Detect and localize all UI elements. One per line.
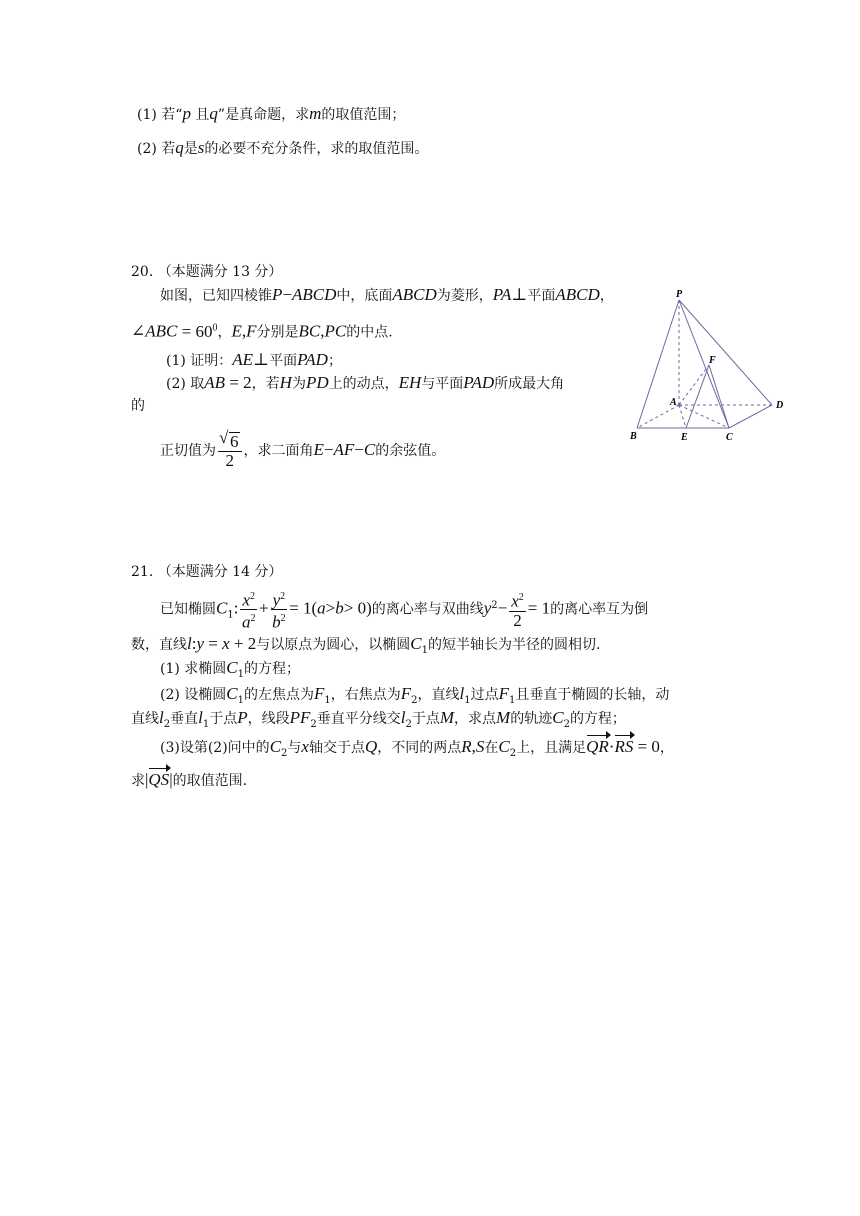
q20-line1: 如图，已知四棱锥P−ABCD中，底面ABCD为菱形，PA⊥平面ABCD， bbox=[160, 285, 614, 304]
q20-part1: (1) 证明：AE⊥平面PAD； bbox=[166, 350, 342, 369]
label-A: A bbox=[670, 397, 677, 408]
q21-part2-line1: (2) 设椭圆$C_1$的左焦点为$F_1$，右焦点为$F_2$，直线$l_1$过点$F_1$且垂直于椭圆的长轴，动 bbox=[160, 684, 670, 706]
q20-line2: ∠ABC = $60^0$，E,F分别是BC,PC的中点. bbox=[131, 321, 393, 341]
q19-part2: (2) 若q是s的必要不充分条件，求的取值范围。 bbox=[137, 138, 429, 157]
q20-part2-tangent: 正切值为 √ $\frac{6}{2}$ ，求二面角E−AF−C的余弦值。 bbox=[160, 430, 445, 470]
q21-line1: 已知椭圆$C_1$: $\frac{x^2}{a^2}$ + $\frac{y^2}{b^2}$ = 1(a>b> 0)的离心率与双曲线$y^2-$ $\frac{x^2}{2}$ = 1的离心率互为倒 bbox=[160, 584, 648, 628]
q21-header: 21. （本题满分 14 分） bbox=[131, 564, 283, 580]
q21-line2: 数，直线l:y = x + 2与以原点为圆心，以椭圆$C_1$的短半轴长为半径的圆相切. bbox=[131, 634, 601, 656]
pyramid-figure bbox=[620, 284, 800, 450]
q21-part3-line1: (3)设第(2)问中的$C_2$与x轴交于点Q，不同的两点R,S在$C_2$上，且满足QR·RS = 0， bbox=[160, 737, 674, 759]
q21-part1: (1) 求椭圆$C_1$的方程； bbox=[160, 658, 301, 680]
label-C: C bbox=[726, 432, 733, 443]
q21-part2-line2: 直线$l_2$垂直$l_1$于点P，线段$PF_2$垂直平分线交$l_2$于点M，求点M的轨迹$C_2$的方程； bbox=[131, 708, 626, 730]
q20-part2: (2) 取AB = 2，若H为PD上的动点，EH与平面PAD所成最大角 bbox=[166, 373, 565, 392]
q19-part1: (1) 若“p 且q”是真命题，求m的取值范围； bbox=[137, 104, 406, 123]
q20-header: 20. （本题满分 13 分） bbox=[131, 264, 283, 280]
label-P: P bbox=[676, 289, 683, 300]
label-F: F bbox=[709, 355, 716, 366]
label-B: B bbox=[630, 431, 637, 442]
label-D: D bbox=[776, 400, 784, 411]
label-E: E bbox=[681, 432, 688, 443]
q20-part2-cont: 的 bbox=[131, 398, 145, 414]
q21-part3-line2: 求|QS|的取值范围. bbox=[131, 770, 248, 789]
